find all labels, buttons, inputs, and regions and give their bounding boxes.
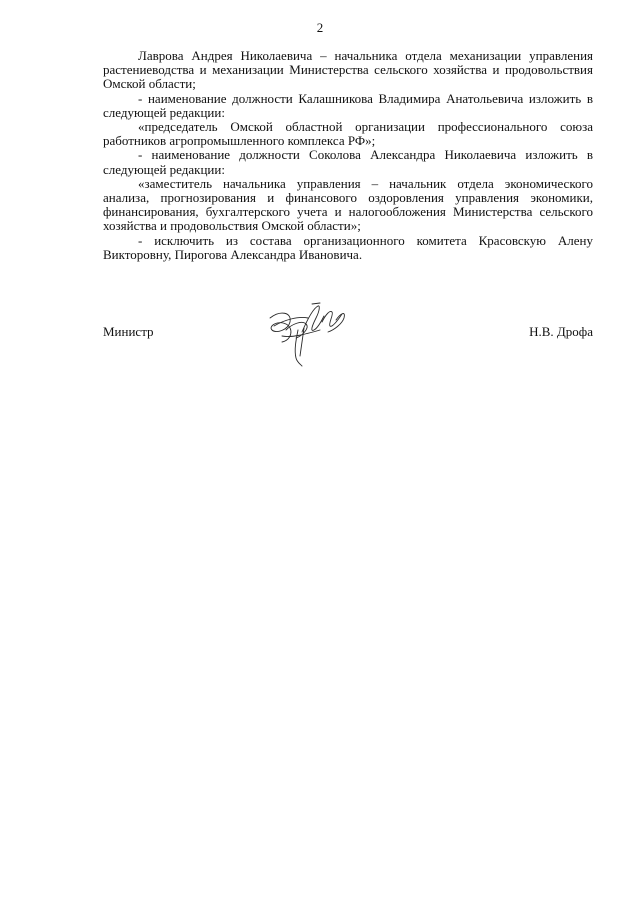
paragraph-exclusion: - исключить из состава организационного комитета Красовскую Алену Викторовну, Пирогова Александра Ивановича. [103, 232, 593, 262]
paragraph-kalashnikov-change: - наименование должности Калашникова Владимира Анатольевича изложить в следующей редакции: [103, 90, 593, 120]
paragraph-lavrov: Лаврова Андрея Николаевича – начальника отдела механизации управления растениеводства и механизации Министерства сельского хозяйства и продовольствия Омской области; [103, 48, 593, 92]
signatory-name: Н.В. Дрофа [529, 324, 593, 339]
paragraph-kalashnikov-new-title: «председатель Омской областной организации профессионального союза работников агропромышленного комплекса РФ»; [103, 119, 593, 149]
paragraph-sokolov-new-title: «заместитель начальника управления – начальник отдела экономического анализа, прогнозирования и финансового оздоровления управления экономики, финансирования, бухгалтерского учета и налогообложения Министерства сельского хозяйства и продовольствия Омской области»; [103, 175, 593, 234]
document-body [103, 49, 593, 262]
handwritten-signature-icon [262, 300, 352, 370]
signatory-position: Министр [103, 324, 154, 339]
page-number: 2 [316, 20, 324, 35]
paragraph-sokolov-change: - наименование должности Соколова Александра Николаевича изложить в следующей редакции: [103, 147, 593, 177]
